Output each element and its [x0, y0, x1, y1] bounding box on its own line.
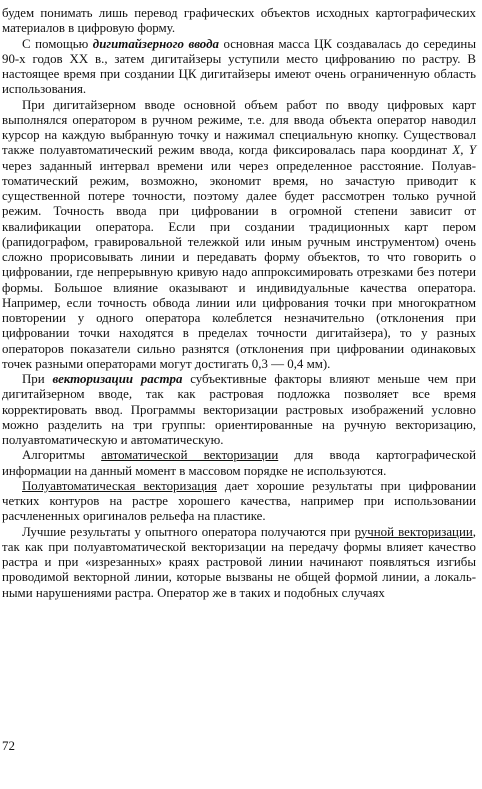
body-text — [2, 6, 476, 601]
text-run: субъективные факторы влияют меньше чем при дигитайзерном вводе, так как растровая подложка позволяет все время корректировать ввод. Программы векторизации растровых изображений условно можно разделить на три группы: ориентированные на ручную векторизацию, полуавтоматическую и автоматическую. — [2, 372, 476, 447]
paragraph — [2, 98, 476, 373]
text-run: Лучшие результаты у опытного оператора получаются при — [22, 524, 355, 539]
paragraph — [2, 448, 476, 479]
text-run: , так как при полуавтоматической векторизации на передачу формы влияет качество растра и при «изрезанных» краях растровой линии начинают появляться изгибы проводимой векторной линии, которые вызваны не общей формой линии, а локальными нарушениями растра. Оператор же в таких и подобных случаях — [2, 524, 476, 600]
bold-italic-term: векторизации растра — [52, 372, 183, 386]
bold-italic-term: дигитайзерного ввода — [92, 36, 219, 51]
paragraph — [2, 6, 476, 37]
text-run: основная масса ЦК создавалась до середины 90-х годов XX в., затем дигитайзеры уступили место цифрованию по растру. В настоящее время при создании ЦК дигитайзеры имеют очень ограниченную область использования. — [2, 36, 476, 97]
text-run: Алгоритмы — [22, 448, 102, 463]
text-run: При — [22, 372, 53, 386]
text-run: дает хорошие результаты при цифровании четких контуров на растре хорошего качества, например при использовании расчлененных оригиналов рельефа на пластике. — [2, 478, 476, 524]
text-run: С помощью — [22, 36, 93, 51]
underlined-term: автоматической векторизации — [101, 448, 279, 463]
text-run: через заданный интервал времени или через определенное расстояние. Полуавтоматический режим, возможно, экономит время, но зачастую приводит к существенной потере точности, поэтому далее будет рассмотрен только ручной режим. Точность ввода при цифровании в огромной степени зависит от квалификации оператора. Если при создании традиционных карт пером (рапидографом, гравировальной тележкой или иным ручным инструментом) очень сложно прорисовывать линии и передавать форму объектов, то что говорить о цифровании, где непрерывную кривую надо аппроксимировать отрезками без потери формы. Большое влияние оказывают и индивидуальные качества оператора. Например, если точность обвода линии или цифрования точки при многократном повторении у одного оператора колеблется незначительно (отклонения при цифровании точки находятся в пределах точности дигитайзера), то у разных операторов показатели сильно разнятся (отклонения при цифровании одинаковых точек разными операторами могут достигать 0,3 — 0,4 мм). — [2, 158, 476, 371]
italic-text: X, Y — [452, 143, 476, 158]
paragraph — [2, 372, 476, 448]
page-number: 72 — [2, 738, 15, 753]
text-run: будем понимать лишь перевод графических объектов исходных картографических материалов в цифровую форму. — [2, 6, 476, 36]
text-run: При дигитайзерном вводе основной объем работ по вводу цифровых карт выполнялся оператором в ручном режиме, т.е. для ввода объекта оператор наводил курсор на каждую выбранную точку и нажимал специальную кнопку. Существовал также полуавтоматический режим ввода, когда фиксировалась пара координат — [2, 97, 476, 158]
underlined-term: ручной векторизации — [354, 524, 473, 539]
paragraph — [2, 37, 476, 98]
underlined-term: Полуавтоматическая векторизация — [22, 478, 217, 493]
text-run: для ввода картографической информации на данный момент в массовом порядке не используются. — [2, 448, 476, 478]
paragraph — [2, 525, 476, 601]
paragraph — [2, 479, 476, 525]
